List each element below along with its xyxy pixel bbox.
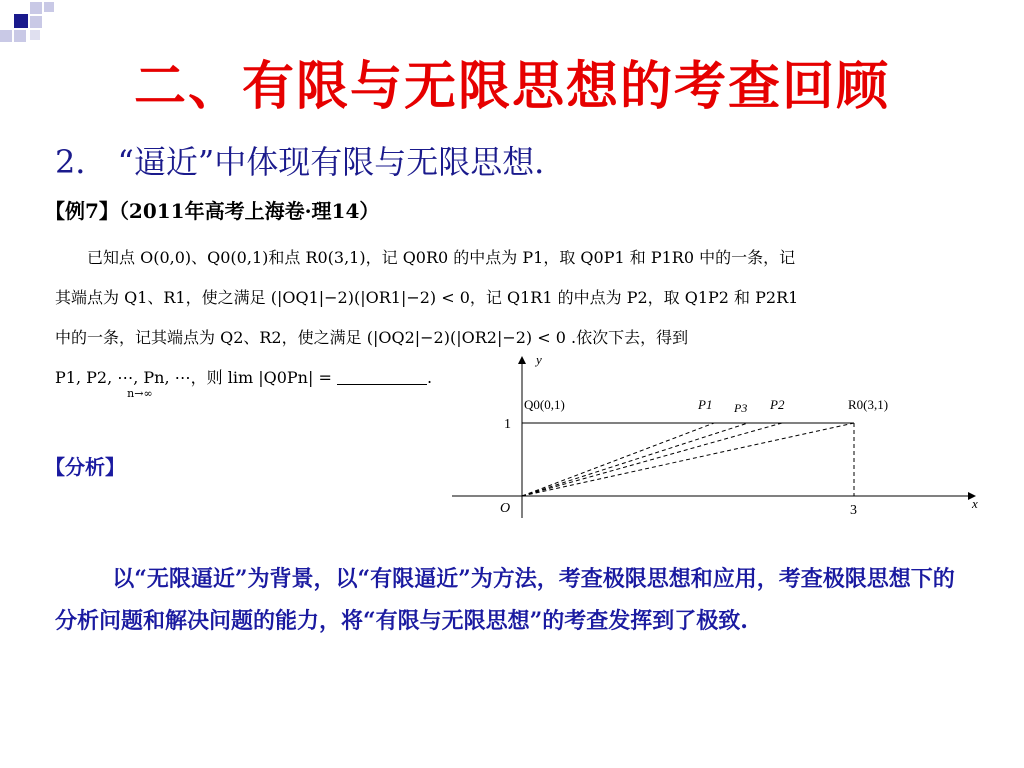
x-tick-label: 3 [850,503,857,518]
section-subtitle: 2． “逼近”中体现有限与无限思想． [55,143,567,181]
answer-blank-end: . [426,368,433,387]
analysis-label: 【分析】 [45,455,125,479]
y-axis-arrow [518,356,526,364]
q0-label: Q0(0,1) [524,397,565,412]
slide-title: 二、有限与无限思想的考查回顾 [133,56,890,117]
example-heading: 【例7】（2011年高考上海卷·理14） [45,199,380,223]
limit-expression: P1, P2, ⋯, Pn, ⋯，则 lim |Q0Pn| = [55,368,332,387]
ray-o-p1 [522,423,714,496]
origin-label: O [500,501,511,516]
ray-o-p3 [522,423,748,496]
problem-line-3: 中的一条，记其端点为 Q2、R2，使之满足 (|OQ2|−2)(|OR2|−2) < 0 .依次下去，得到 [55,328,689,347]
analysis-note-text: 以“无限逼近”为背景，以“有限逼近”为方法，考查极限思想和应用，考查极限思想下的分析问题和解决问题的能力，将“有限与无限思想”的考查发挥到了极致. [55,566,955,634]
x-axis-label: x [972,496,978,511]
y-tick-label: 1 [504,417,511,432]
coordinate-figure [452,352,992,522]
problem-line-1: 已知点 O(0,0)、Q0(0,1)和点 R0(3,1)，记 Q0R0 的中点为 P1，取 Q0P1 和 P1R0 中的一条，记 [87,248,796,267]
p2-label: P2 [770,397,785,412]
r0-label: R0(3,1) [848,397,889,412]
p3-label: P3 [734,401,748,415]
analysis-note [55,558,975,642]
problem-line-2: 其端点为 Q1、R1，使之满足 (|OQ1|−2)(|OR1|−2) < 0，记 Q1R1 的中点为 P2，取 Q1P2 和 P2R1 [55,288,799,307]
ray-o-p2 [522,423,782,496]
p1-label: P1 [698,397,713,412]
answer-blank [337,383,427,385]
limit-subscript: n→∞ [127,387,153,400]
corner-decoration [0,0,80,60]
ray-o-r0 [522,423,854,496]
y-axis-label: y [536,352,542,367]
